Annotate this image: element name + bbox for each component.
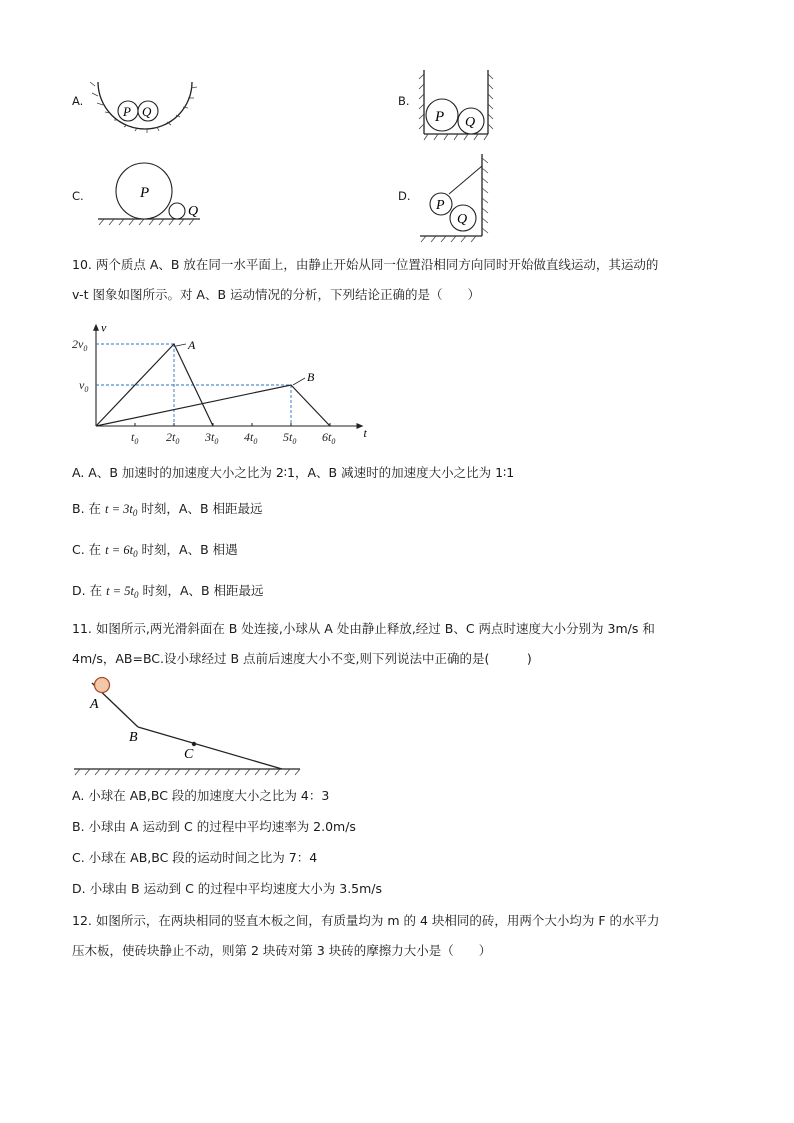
q9-figure-d-wall — [418, 150, 494, 246]
q10-option-c: C. 在 $t = 6t_0$ 时刻，A、B 相遇 — [72, 542, 238, 559]
label-p: P — [123, 104, 131, 119]
q9-figure-b-box — [418, 66, 494, 142]
q9-figure-c-ground — [96, 160, 216, 232]
q12-stem-line1: 12. 如图所示，在两块相同的竖直木板之间，有质量均为 m 的 4 块相同的砖，用两个大小均为 F 的水平力 — [72, 913, 660, 928]
svg-text:B: B — [129, 730, 138, 745]
label-q: Q — [142, 104, 152, 119]
v-axis-label: v — [101, 320, 107, 335]
x-tick-3t0: $3t_0$ — [205, 430, 219, 446]
q11-option-b: B. 小球由 A 运动到 C 的过程中平均速率为 2.0m/s — [72, 819, 356, 834]
svg-text:Q: Q — [457, 212, 468, 227]
v-axis-arrow — [93, 324, 99, 331]
q10-stem-line2: v-t 图象如图所示。对 A、B 运动情况的分析，下列结论正确的是（ ） — [72, 287, 481, 302]
series-b-leader — [293, 378, 305, 385]
formula-t5t0: $t = 5t_0$ — [106, 584, 139, 600]
t-axis-arrow — [357, 423, 364, 429]
svg-text:Q: Q — [188, 204, 199, 219]
q10-option-a: A. A、B 加速时的加速度大小之比为 2∶1，A、B 减速时的加速度大小之比为 1∶1 — [72, 465, 515, 480]
q11-option-c: C. 小球在 AB,BC 段的运动时间之比为 7：4 — [72, 850, 318, 865]
q11-incline-figure — [70, 674, 310, 778]
series-label-a: A — [188, 338, 196, 352]
svg-text:P: P — [435, 109, 445, 125]
q9-figure-a-bowl — [90, 74, 200, 144]
svg-text:A: A — [90, 697, 99, 712]
q11-stem-line2: 4m/s，AB=BC.设小球经过 B 点前后速度大小不变,则下列说法中正确的是( ) — [72, 651, 532, 666]
x-tick-4t0: $4t_0$ — [244, 430, 258, 446]
svg-text:P: P — [140, 185, 150, 201]
q9-option-d-label: D. — [398, 189, 411, 203]
q11-option-d: D. 小球由 B 运动到 C 的过程中平均速度大小为 3.5m/s — [72, 881, 383, 896]
series-line-B — [96, 385, 330, 426]
ball — [95, 678, 110, 693]
x-tick-6t0: $6t_0$ — [322, 430, 336, 446]
q11-stem-line1: 11. 如图所示,两光滑斜面在 B 处连接,小球从 A 处由静止释放,经过 B、C 两点时速度大小分别为 3m/s 和 — [72, 621, 655, 636]
q9-option-a-label: A. — [72, 94, 84, 108]
q10-stem-line1: 10. 两个质点 A、B 放在同一水平面上，由静止开始从同一位置沿相同方向同时开始做直线运动，其运动的 — [72, 257, 659, 272]
x-tick-2t0: $2t_0$ — [166, 430, 180, 446]
q10-option-d: D. 在 $t = 5t_0$ 时刻，A、B 相距最远 — [72, 583, 264, 600]
x-tick-5t0: $5t_0$ — [283, 430, 297, 446]
formula-t6t0: $t = 6t_0$ — [105, 543, 138, 559]
x-tick-t0: $t_0$ — [131, 430, 139, 446]
svg-text:Q: Q — [465, 115, 476, 130]
q9-option-c-label: C. — [72, 189, 84, 203]
svg-text:C: C — [184, 747, 194, 762]
formula-t3t0: $t = 3t_0$ — [105, 502, 138, 518]
q11-option-a: A. 小球在 AB,BC 段的加速度大小之比为 4：3 — [72, 788, 330, 803]
point-c — [192, 742, 196, 746]
svg-text:P: P — [436, 198, 445, 213]
series-a-leader — [176, 344, 186, 346]
t-axis-label: t — [363, 426, 367, 440]
q10-option-b: B. 在 $t = 3t_0$ 时刻，A、B 相距最远 — [72, 501, 263, 518]
y-tick-v0: $v_0$ — [79, 378, 89, 394]
q9-option-b-label: B. — [398, 94, 410, 108]
y-tick-2v0: $2v_0$ — [72, 337, 88, 353]
series-label-b: B — [307, 370, 315, 384]
q12-stem-line2: 压木板，使砖块静止不动，则第 2 块砖对第 3 块砖的摩擦力大小是（ ） — [72, 943, 492, 958]
q10-vt-chart — [70, 318, 370, 448]
